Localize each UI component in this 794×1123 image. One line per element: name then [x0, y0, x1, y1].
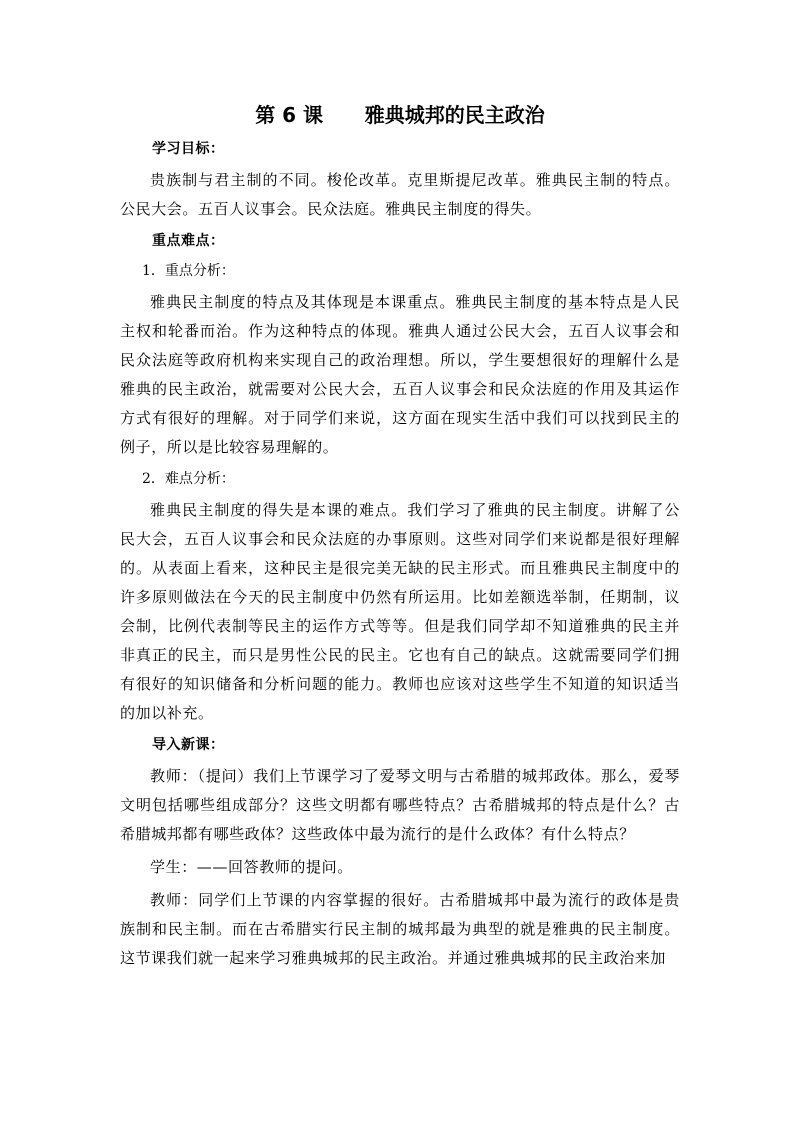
intro-student-paragraph: 学生：——回答教师的提问。 [150, 858, 353, 876]
key-difficult-heading: 重点难点： [152, 233, 225, 249]
objectives-heading: 学习目标： [152, 141, 225, 157]
lesson-title: 第 6 课 雅典城邦的民主政治 [255, 103, 545, 127]
intro-teacher-paragraph-2: 教师：同学们上节课的内容掌握的很好。古希腊城邦中最为流行的政体是贵族制和民主制。而在古希腊实行民主制的城邦最为典型的就是雅典的民主制度。这节课我们就一起来学习雅典城邦的民主政治。并通过雅典城邦的民主政治来加 [120, 891, 680, 967]
objectives-paragraph: 贵族制与君主制的不同。梭伦改革。克里斯提尼改革。雅典民主制的特点。公民大会。五百人议事会。民众法庭。雅典民主制度的得失。 [120, 171, 680, 218]
difficult-point-label: 2．难点分析： [142, 471, 235, 487]
key-point-paragraph: 雅典民主制度的特点及其体现是本课重点。雅典民主制度的基本特点是人民主权和轮番而治。作为这种特点的体现。雅典人通过公民大会，五百人议事会和民众法庭等政府机构来实现自己的政治理想。所以，学生要想很好的理解什么是雅典的民主政治，就需要对公民大会，五百人议事会和民众法庭的作用及其运作方式有很好的理解。对于同学们来说，这方面在现实生活中我们可以找到民主的例子，所以是比较容易理解的。 [120, 293, 680, 456]
key-point-label: 1．重点分析： [142, 263, 235, 279]
document-page [120, 100, 680, 977]
intro-teacher-paragraph-1: 教师：（提问）我们上节课学习了爱琴文明与古希腊的城邦政体。那么，爱琴文明包括哪些组成部分？这些文明都有哪些特点？古希腊城邦的特点是什么？古希腊城邦都有哪些政体？这些政体中最为流行的是什么政体？有什么特点？ [120, 767, 680, 843]
intro-heading: 导入新课： [152, 737, 225, 753]
difficult-point-paragraph: 雅典民主制度的得失是本课的难点。我们学习了雅典的民主制度。讲解了公民大会，五百人议事会和民众法庭的办事原则。这些对同学们来说都是很好理解的。从表面上看来，这种民主是很完美无缺的民主形式。而且雅典民主制度中的许多原则做法在今天的民主制度中仍然有所运用。比如差额选举制，任期制，议会制，比例代表制等民主的运作方式等等。但是我们同学却不知道雅典的民主并非真正的民主，而只是男性公民的民主。它也有自己的缺点。这就需要同学们拥有很好的知识储备和分析问题的能力。教师也应该对这些学生不知道的知识适当的加以补充。 [120, 501, 680, 722]
